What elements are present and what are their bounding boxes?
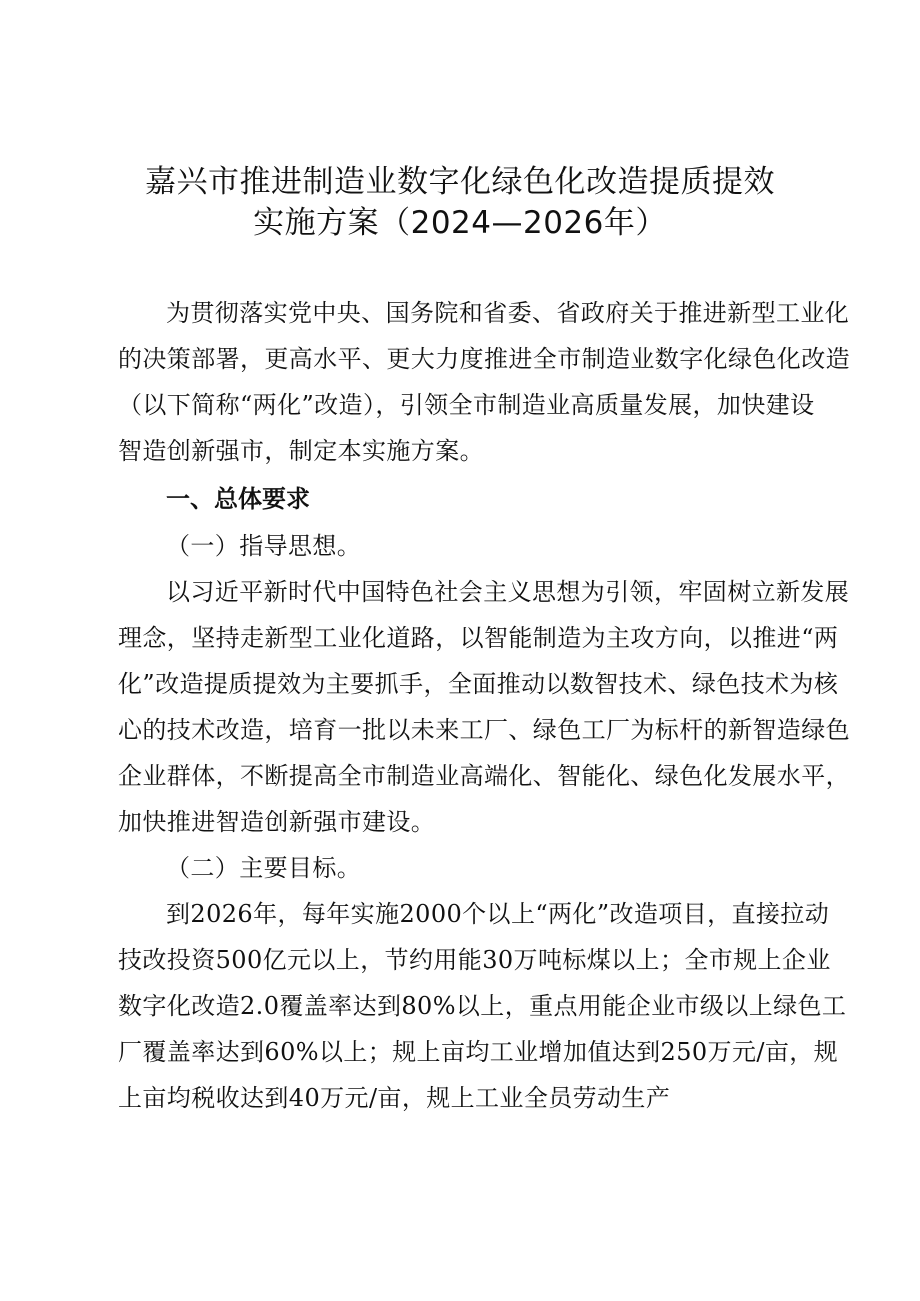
guiding-ideology-line-1: 以习近平新时代中国特色社会主义思想为引领，牢固树立新发展 xyxy=(166,578,850,606)
main-goals-line-4: 厂覆盖率达到60%以上；规上亩均工业增加值达到250万元/亩，规 xyxy=(118,1038,839,1066)
guiding-ideology-line-2: 理念，坚持走新型工业化道路，以智能制造为主攻方向，以推进“两 xyxy=(118,624,839,652)
section-heading-overall-requirements: 一、总体要求 xyxy=(166,485,310,513)
subsection-heading-guiding-ideology: （一）指导思想。 xyxy=(166,532,362,560)
main-goals-line-5: 上亩均税收达到40万元/亩，规上工业全员劳动生产 xyxy=(118,1084,671,1112)
document-title-line-1: 嘉兴市推进制造业数字化绿色化改造提质提效 xyxy=(145,164,775,200)
main-goals-line-2: 技改投资500亿元以上，节约用能30万吨标煤以上；全市规上企业 xyxy=(118,946,831,974)
guiding-ideology-line-4: 心的技术改造，培育一批以未来工厂、绿色工厂为标杆的新智造绿色 xyxy=(118,716,850,744)
intro-line-2: 的决策部署，更高水平、更大力度推进全市制造业数字化绿色化改造 xyxy=(118,345,850,373)
main-goals-line-3: 数字化改造2.0覆盖率达到80%以上，重点用能企业市级以上绿色工 xyxy=(118,992,847,1020)
document-title-line-2: 实施方案（2024—2026年） xyxy=(253,205,667,241)
main-goals-line-1: 到2026年，每年实施2000个以上“两化”改造项目，直接拉动 xyxy=(166,900,830,928)
guiding-ideology-line-3: 化”改造提质提效为主要抓手，全面推动以数智技术、绿色技术为核 xyxy=(118,670,839,698)
intro-line-1: 为贯彻落实党中央、国务院和省委、省政府关于推进新型工业化 xyxy=(166,299,850,327)
guiding-ideology-line-5: 企业群体，不断提高全市制造业高端化、智能化、绿色化发展水平， xyxy=(118,762,850,790)
intro-line-4: 智造创新强市，制定本实施方案。 xyxy=(118,437,484,465)
guiding-ideology-line-6: 加快推进智造创新强市建设。 xyxy=(118,808,436,836)
subsection-heading-main-goals: （二）主要目标。 xyxy=(166,854,362,882)
intro-line-3: （以下简称“两化”改造），引领全市制造业高质量发展，加快建设 xyxy=(118,391,815,419)
